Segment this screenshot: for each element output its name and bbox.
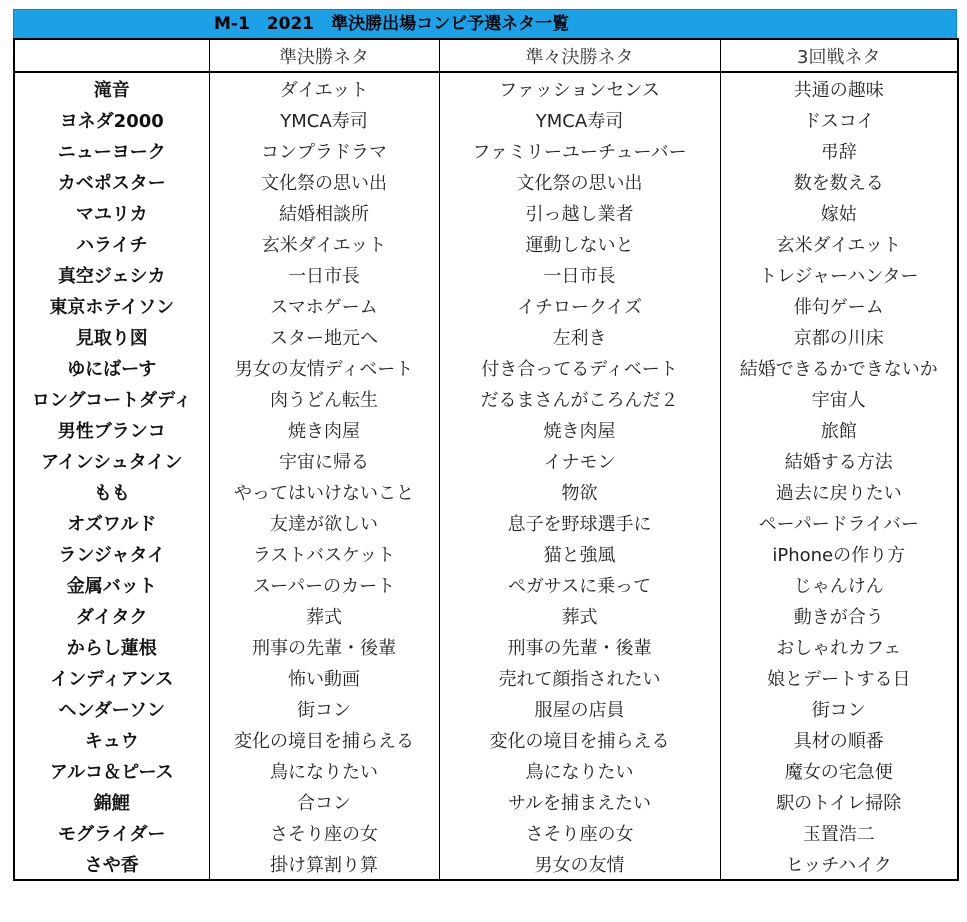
quarterfinal-cell: イチロークイズ	[439, 290, 720, 321]
header-cell-semifinal: 準決勝ネタ	[209, 39, 439, 72]
table-row	[14, 72, 958, 104]
semifinal-cell: 宇宙に帰る	[209, 445, 439, 476]
semifinal-cell: YMCA寿司	[209, 104, 439, 135]
combi-name-cell: アルコ＆ピース	[14, 755, 209, 786]
table-row	[14, 662, 958, 693]
combi-name-cell: ランジャタイ	[14, 538, 209, 569]
semifinal-cell: 掛け算割り算	[209, 848, 439, 880]
combi-name-cell: ヘンダーソン	[14, 693, 209, 724]
table-row	[14, 135, 958, 166]
table-row	[14, 817, 958, 848]
semifinal-cell: 街コン	[209, 693, 439, 724]
table-row	[14, 197, 958, 228]
semifinal-cell: 怖い動画	[209, 662, 439, 693]
semifinal-cell: 玄米ダイエット	[209, 228, 439, 259]
quarterfinal-cell: 付き合ってるディベート	[439, 352, 720, 383]
quarterfinal-cell: 男女の友情	[439, 848, 720, 880]
round3-cell: 結婚する方法	[720, 445, 958, 476]
combi-name-cell: 男性ブランコ	[14, 414, 209, 445]
round3-cell: トレジャーハンター	[720, 259, 958, 290]
round3-cell: 娘とデートする日	[720, 662, 958, 693]
quarterfinal-cell: 文化祭の思い出	[439, 166, 720, 197]
quarterfinal-cell: 焼き肉屋	[439, 414, 720, 445]
table-row	[14, 693, 958, 724]
combi-name-cell: アインシュタイン	[14, 445, 209, 476]
semifinal-cell: 合コン	[209, 786, 439, 817]
combi-name-cell: ゆにばーす	[14, 352, 209, 383]
quarterfinal-cell: 引っ越し業者	[439, 197, 720, 228]
neta-table	[13, 38, 959, 881]
semifinal-cell: 刑事の先輩・後輩	[209, 631, 439, 662]
round3-cell: ヒッチハイク	[720, 848, 958, 880]
quarterfinal-cell: 刑事の先輩・後輩	[439, 631, 720, 662]
table-row	[14, 445, 958, 476]
semifinal-cell: 焼き肉屋	[209, 414, 439, 445]
quarterfinal-cell: ペガサスに乗って	[439, 569, 720, 600]
combi-name-cell: 東京ホテイソン	[14, 290, 209, 321]
table-row	[14, 631, 958, 662]
semifinal-cell: スター地元へ	[209, 321, 439, 352]
table-row	[14, 383, 958, 414]
table-row	[14, 569, 958, 600]
table-row	[14, 166, 958, 197]
table-row	[14, 414, 958, 445]
semifinal-cell: さそり座の女	[209, 817, 439, 848]
round3-cell: 嫁姑	[720, 197, 958, 228]
semifinal-cell: 変化の境目を捕らえる	[209, 724, 439, 755]
combi-name-cell: ロングコートダディ	[14, 383, 209, 414]
table-row	[14, 724, 958, 755]
quarterfinal-cell: 変化の境目を捕らえる	[439, 724, 720, 755]
combi-name-cell: オズワルド	[14, 507, 209, 538]
table-body	[14, 72, 958, 880]
table-row	[14, 755, 958, 786]
quarterfinal-cell: 左利き	[439, 321, 720, 352]
quarterfinal-cell: 鳥になりたい	[439, 755, 720, 786]
semifinal-cell: 葬式	[209, 600, 439, 631]
table-row	[14, 228, 958, 259]
round3-cell: iPhoneの作り方	[720, 538, 958, 569]
round3-cell: 魔女の宅急便	[720, 755, 958, 786]
round3-cell: 結婚できるかできないか	[720, 352, 958, 383]
round3-cell: 京都の川床	[720, 321, 958, 352]
round3-cell: 俳句ゲーム	[720, 290, 958, 321]
semifinal-cell: 鳥になりたい	[209, 755, 439, 786]
combi-name-cell: ダイタク	[14, 600, 209, 631]
round3-cell: 玄米ダイエット	[720, 228, 958, 259]
round3-cell: 共通の趣味	[720, 72, 958, 104]
table-row	[14, 259, 958, 290]
round3-cell: ペーパードライバー	[720, 507, 958, 538]
round3-cell: 宇宙人	[720, 383, 958, 414]
semifinal-cell: スーパーのカート	[209, 569, 439, 600]
round3-cell: 弔辞	[720, 135, 958, 166]
combi-name-cell: 金属バット	[14, 569, 209, 600]
quarterfinal-cell: 猫と強風	[439, 538, 720, 569]
quarterfinal-cell: サルを捕まえたい	[439, 786, 720, 817]
combi-name-cell: 見取り図	[14, 321, 209, 352]
quarterfinal-cell: 葬式	[439, 600, 720, 631]
semifinal-cell: 友達が欲しい	[209, 507, 439, 538]
table-row	[14, 786, 958, 817]
round3-cell: 動きが合う	[720, 600, 958, 631]
round3-cell: 街コン	[720, 693, 958, 724]
quarterfinal-cell: 運動しないと	[439, 228, 720, 259]
semifinal-cell: スマホゲーム	[209, 290, 439, 321]
round3-cell: じゃんけん	[720, 569, 958, 600]
combi-name-cell: 錦鯉	[14, 786, 209, 817]
table-row	[14, 290, 958, 321]
quarterfinal-cell: さそり座の女	[439, 817, 720, 848]
semifinal-cell: 結婚相談所	[209, 197, 439, 228]
table-row	[14, 352, 958, 383]
spreadsheet	[13, 9, 957, 881]
header-cell-round3: 3回戦ネタ	[720, 39, 958, 72]
semifinal-cell: 一日市長	[209, 259, 439, 290]
table-row	[14, 848, 958, 880]
quarterfinal-cell: 売れて顔指されたい	[439, 662, 720, 693]
quarterfinal-cell: YMCA寿司	[439, 104, 720, 135]
round3-cell: 玉置浩二	[720, 817, 958, 848]
combi-name-cell: カベポスター	[14, 166, 209, 197]
quarterfinal-cell: 服屋の店員	[439, 693, 720, 724]
combi-name-cell: インディアンス	[14, 662, 209, 693]
table-row	[14, 507, 958, 538]
table-row	[14, 321, 958, 352]
combi-name-cell: モグライダー	[14, 817, 209, 848]
quarterfinal-cell: イナモン	[439, 445, 720, 476]
semifinal-cell: コンプラドラマ	[209, 135, 439, 166]
header-cell-quarterfinal: 準々決勝ネタ	[439, 39, 720, 72]
semifinal-cell: やってはいけないこと	[209, 476, 439, 507]
header-cell-combi	[14, 39, 209, 72]
combi-name-cell: ヨネダ2000	[14, 104, 209, 135]
quarterfinal-cell: 息子を野球選手に	[439, 507, 720, 538]
sheet-title: M-1 2021 準決勝出場コンビ予選ネタ一覧	[13, 9, 957, 38]
semifinal-cell: ラストバスケット	[209, 538, 439, 569]
quarterfinal-cell: 一日市長	[439, 259, 720, 290]
header-row	[14, 39, 958, 72]
quarterfinal-cell: 物欲	[439, 476, 720, 507]
quarterfinal-cell: だるまさんがころんだ２	[439, 383, 720, 414]
round3-cell: 駅のトイレ掃除	[720, 786, 958, 817]
combi-name-cell: マユリカ	[14, 197, 209, 228]
quarterfinal-cell: ファッションセンス	[439, 72, 720, 104]
semifinal-cell: 男女の友情ディベート	[209, 352, 439, 383]
round3-cell: 旅館	[720, 414, 958, 445]
round3-cell: おしゃれカフェ	[720, 631, 958, 662]
round3-cell: 数を数える	[720, 166, 958, 197]
round3-cell: 過去に戻りたい	[720, 476, 958, 507]
combi-name-cell: もも	[14, 476, 209, 507]
semifinal-cell: 肉うどん転生	[209, 383, 439, 414]
combi-name-cell: ハライチ	[14, 228, 209, 259]
round3-cell: ドスコイ	[720, 104, 958, 135]
combi-name-cell: さや香	[14, 848, 209, 880]
semifinal-cell: ダイエット	[209, 72, 439, 104]
table-row	[14, 538, 958, 569]
combi-name-cell: キュウ	[14, 724, 209, 755]
quarterfinal-cell: ファミリーユーチューバー	[439, 135, 720, 166]
table-row	[14, 600, 958, 631]
combi-name-cell: 真空ジェシカ	[14, 259, 209, 290]
round3-cell: 具材の順番	[720, 724, 958, 755]
semifinal-cell: 文化祭の思い出	[209, 166, 439, 197]
table-row	[14, 476, 958, 507]
combi-name-cell: からし蓮根	[14, 631, 209, 662]
table-row	[14, 104, 958, 135]
combi-name-cell: 滝音	[14, 72, 209, 104]
combi-name-cell: ニューヨーク	[14, 135, 209, 166]
